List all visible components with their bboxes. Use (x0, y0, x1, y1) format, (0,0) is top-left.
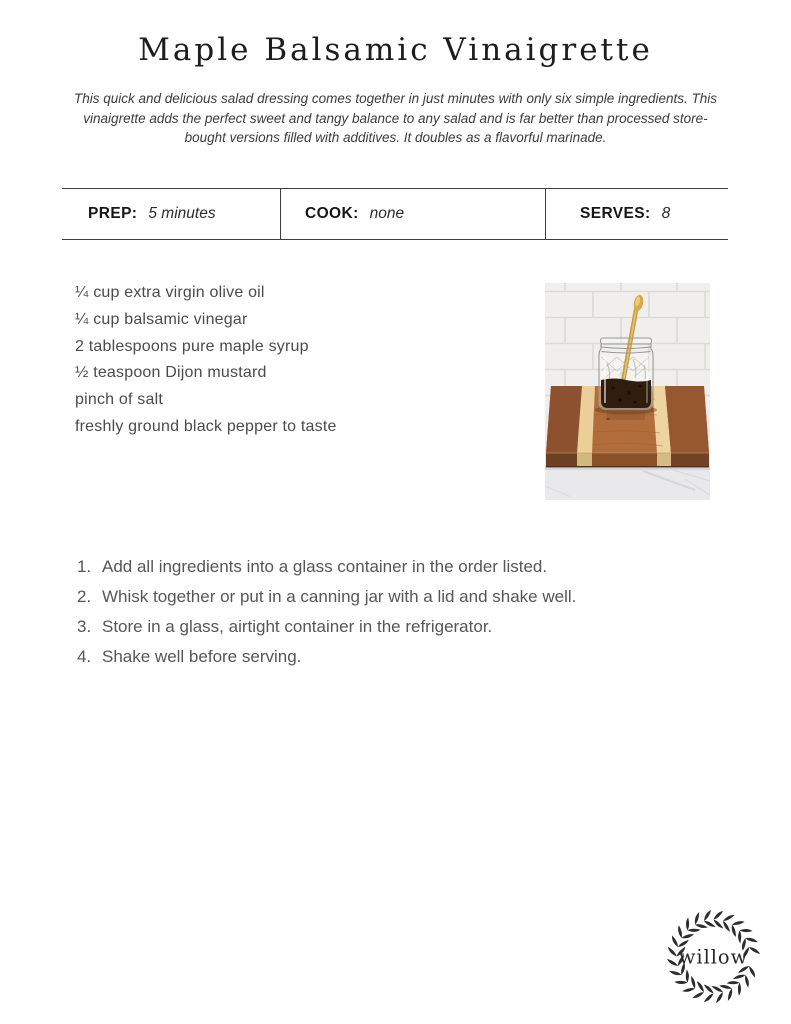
serves-cell (546, 189, 728, 239)
recipe-description: This quick and delicious salad dressing comes together in just minutes with only six simple ingredients. This vinaigrette adds the perfect sweet and tangy balance to any salad and is far better than processed store-bought versions filled with additives. It doubles as a flavorful marinade. (73, 91, 718, 145)
serves-value: 8 (661, 205, 671, 222)
cook-label: COOK: (305, 205, 359, 222)
instruction-step: Whisk together or put in a canning jar with a lid and shake well. (102, 587, 577, 606)
willow-logo (665, 908, 762, 1005)
ingredient-item: ¼ cup balsamic vinegar (75, 310, 248, 328)
serves-label: SERVES: (580, 205, 651, 222)
cook-cell (281, 189, 546, 239)
ingredient-item: pinch of salt (75, 391, 163, 409)
recipe-photo (545, 283, 710, 500)
prep-value: 5 minutes (148, 205, 216, 222)
ingredient-item: 2 tablespoons pure maple syrup (75, 337, 309, 355)
info-bar (62, 188, 728, 240)
instruction-step: Add all ingredients into a glass container in the order listed. (102, 557, 548, 576)
cook-value: none (369, 205, 405, 222)
recipe-title: Maple Balsamic Vinaigrette (138, 32, 653, 68)
instructions-list (62, 552, 682, 672)
ingredient-item: ¼ cup extra virgin olive oil (75, 284, 265, 301)
prep-cell (62, 189, 281, 239)
logo-text: willow (678, 945, 749, 969)
instruction-step: Shake well before serving. (102, 647, 302, 666)
ingredients-list (75, 280, 337, 441)
ingredient-item: ½ teaspoon Dijon mustard (75, 364, 267, 382)
laurel-wreath-icon (665, 908, 762, 1005)
instruction-step: Store in a glass, airtight container in the refrigerator. (102, 617, 493, 636)
ingredient-item: freshly ground black pepper to taste (75, 417, 337, 435)
vinaigrette-jar-photo-illustration (545, 283, 710, 500)
prep-label: PREP: (88, 205, 138, 222)
